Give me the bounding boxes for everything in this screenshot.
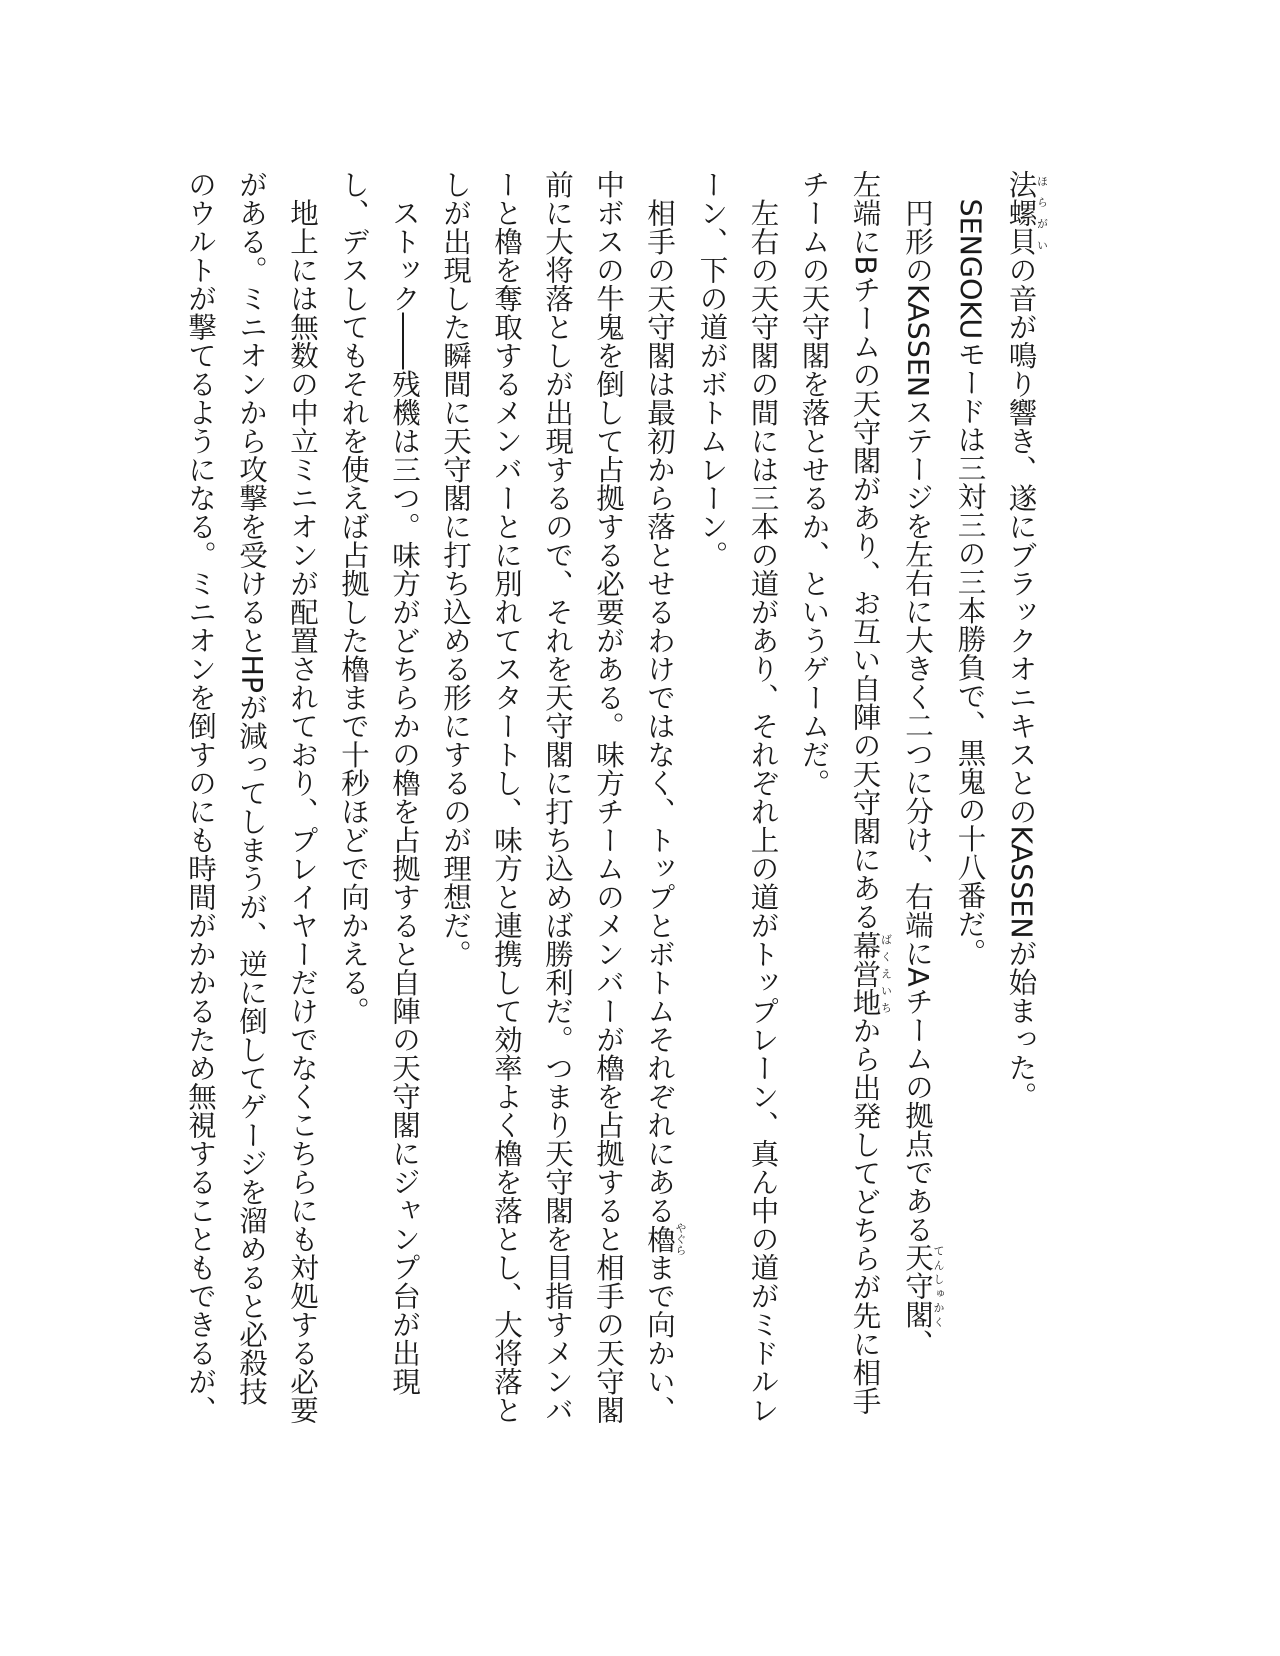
line-text: まで向かい、 — [643, 1253, 676, 1424]
ruby-reading: てんしゅかく — [932, 1243, 945, 1329]
vertical-text-page — [175, 170, 1048, 1450]
line-text: から出発してどちらが先に相手 — [848, 1016, 882, 1416]
ruby-base: 櫓 — [643, 1222, 676, 1256]
ruby-reading: ばくえいち — [879, 930, 893, 1017]
text-line: ストック――残機は三つ。味方がどちらかの櫓を占拠すると自陣の天守閣にジャンプ台が出現 — [388, 170, 421, 1396]
text-line: SENGOKUモードは三対三の三本勝負で、黒鬼の十八番だ。 — [953, 170, 987, 967]
line-text: 円形のKASSENステージを左右に大きく二つに分け、右端にAチームの拠点である — [901, 170, 934, 1244]
text-line: チームの天守閣を落とせるか、というゲームだ。 — [797, 170, 831, 797]
ruby-word — [901, 1243, 945, 1329]
ruby-reading: ほらがい — [1035, 170, 1049, 256]
text-line: のウルトが撃てるようになる。ミニオンを倒すのにも時間がかかるため無視することもできるが、 — [184, 170, 217, 1424]
text-line: がある。ミニオンから攻撃を受けるとHPが減ってしまうが、逆に倒してゲージを溜めると必殺技 — [235, 170, 268, 1406]
text-line — [892, 170, 945, 1450]
text-line: 左右の天守閣の間には三本の道があり、それぞれ上の道がトップレーン、真ん中の道がミドルレ — [746, 170, 780, 1424]
text-line: しが出現した瞬間に天守閣に打ち込める形にするのが理想だ。 — [439, 170, 472, 968]
text-line: ーン、下の道がボトムレーン。 — [695, 170, 729, 569]
text-line — [634, 170, 687, 1450]
text-line — [840, 170, 893, 1450]
ruby-base: 法螺貝 — [1004, 170, 1038, 256]
ruby-reading: やぐら — [674, 1222, 687, 1256]
line-text: 相手の天守閣は最初から落とせるわけではなく、トップとボトムそれぞれにある — [643, 170, 676, 1225]
line-text: 左端にBチームの天守閣があり、お互い自陣の天守閣にある — [848, 170, 882, 931]
text-line: 中ボスの牛鬼を倒して占拠する必要がある。味方チームのメンバーが櫓を占拠すると相手の天守閣 — [592, 170, 625, 1424]
line-text: 、 — [901, 1328, 934, 1358]
ruby-word — [1004, 170, 1049, 256]
text-line: し、デスしてもそれを使えば占拠した櫓まで十秒ほどで向かえる。 — [337, 170, 370, 1025]
text-line: 地上には無数の中立ミニオンが配置されており、プレイヤーだけでなくこちらにも対処する必要 — [286, 170, 319, 1424]
ruby-base: 天守閣 — [901, 1243, 934, 1329]
ruby-base: 幕営地 — [848, 930, 882, 1017]
text-line: ーと櫓を奪取するメンバーとに別れてスタートし、味方と連携して効率よく櫓を落とし、大将落と — [490, 170, 523, 1424]
text-line — [996, 170, 1049, 1450]
ruby-word — [848, 930, 893, 1017]
line-text: の音が鳴り響き、遂にブラックオニキスとのKASSENが始まった。 — [1004, 255, 1038, 1110]
ruby-word — [643, 1222, 687, 1256]
text-line: 前に大将落としが出現するので、それを天守閣に打ち込めば勝利だ。つまり天守閣を目指すメンバ — [541, 170, 574, 1424]
